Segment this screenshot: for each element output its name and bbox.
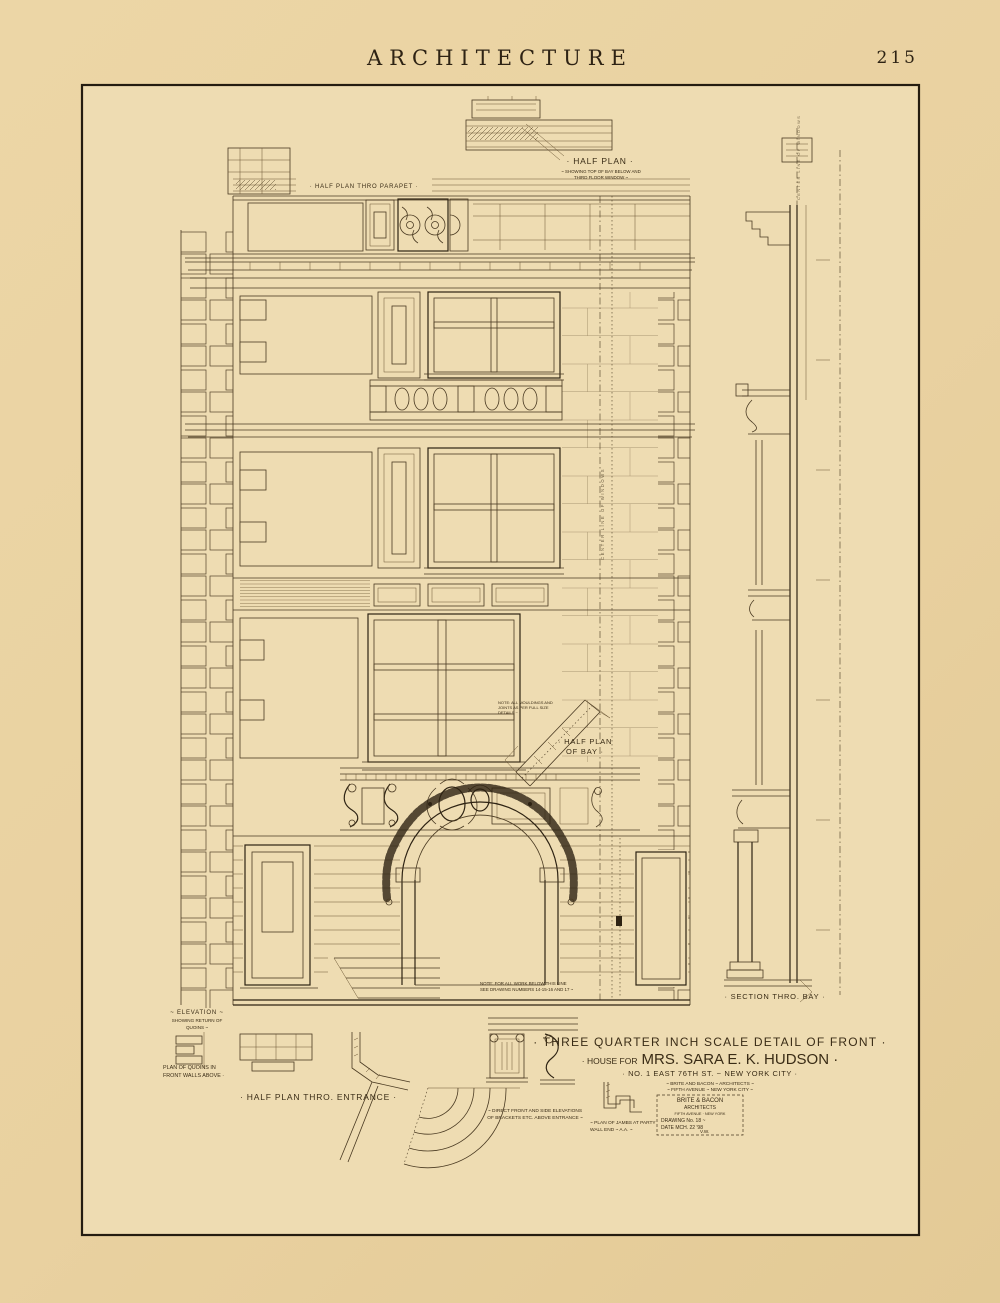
label-half-plan-bay2: OF BAY ·	[566, 747, 604, 756]
stamp-address: FIFTH AVENUE · NEW YORK	[674, 1112, 726, 1116]
label-below-note2: SEE DRAWING NUMBERS 14-15-16 AND 17 ~	[480, 987, 574, 992]
label-brackets1: ~ DIRECT FRONT AND SIDE ELEVATIONS	[487, 1109, 583, 1114]
label-elevation2: SHOWING RETURN OF	[171, 1018, 223, 1023]
centerline-label: CENTER LINE OF WINDOWS	[600, 467, 605, 560]
label-quoins1: PLAN OF QUOINS IN	[163, 1065, 216, 1071]
title-client-name: MRS. SARA E. K. HUDSON ·	[641, 1051, 839, 1068]
entrance-left-window	[240, 843, 318, 988]
stamp-initials: V.W.	[700, 1129, 710, 1134]
label-half-plan-note2: THIRD FLOOR WINDOW ~	[573, 175, 629, 180]
label-bay-note3: DETAILS ~	[498, 710, 518, 715]
title-firm: ~ BRITE AND BACON ~ ARCHITECTS ~	[666, 1082, 754, 1087]
stamp-date: DATE MCH. 22 '98	[661, 1125, 703, 1131]
label-section-bay: · SECTION THRO. BAY ·	[724, 992, 826, 1001]
label-half-plan-parapet: · HALF PLAN THRO PARAPET ·	[309, 184, 419, 190]
label-half-plan-note1: ~ SHOWING TOP OF BAY BELOW AND	[561, 169, 641, 174]
title-house-for: · HOUSE FOR	[581, 1056, 638, 1066]
title-firm-address: ~ FIFTH AVENUE ~ NEW YORK CITY ~	[667, 1088, 753, 1093]
title-address: · NO. 1 EAST 76TH ST. ~ NEW YORK CITY ·	[622, 1069, 798, 1078]
label-half-plan-bay1: · HALF PLAN	[558, 737, 613, 746]
label-entrance-plan: · HALF PLAN THRO. ENTRANCE ·	[240, 1092, 397, 1102]
stamp-architects: ARCHITECTS	[684, 1105, 716, 1111]
label-brackets2: OF BRACKETS ETC. ABOVE ENTRANCE ~	[487, 1116, 583, 1121]
label-elevation3: QUOINS ~	[185, 1025, 209, 1030]
stamp-drawing-no: DRAWING No. 18 ~	[661, 1118, 706, 1124]
label-elevation1: ~ ELEVATION ~	[170, 1010, 224, 1016]
label-quoins2: FRONT WALLS ABOVE ·	[163, 1073, 225, 1079]
label-jambs2: WALL END ~ A.A. ~	[590, 1128, 633, 1133]
label-below-note1: NOTE: FOR ALL WORK BELOW THIS LINE	[480, 981, 567, 986]
label-bay-note2: JOINTS AS PER FULL SIZE	[498, 705, 549, 710]
page-number: 215	[876, 48, 918, 68]
page-title: ARCHITECTURE	[367, 46, 633, 70]
label-bay-note1: NOTE: ALL MOULDINGS AND	[498, 700, 553, 705]
title-line1: · THREE QUARTER INCH SCALE DETAIL OF FRONT ·	[533, 1035, 887, 1049]
section-centerline-label: CENTER LINE OF WINDOWS	[796, 114, 801, 200]
label-half-plan: · HALF PLAN ·	[566, 156, 634, 166]
stamp-firm: BRITE & BACON	[676, 1098, 724, 1104]
label-jambs1: ~ PLAN OF JAMBS AT PARTY	[590, 1121, 656, 1126]
entrance-steps	[328, 950, 442, 1004]
